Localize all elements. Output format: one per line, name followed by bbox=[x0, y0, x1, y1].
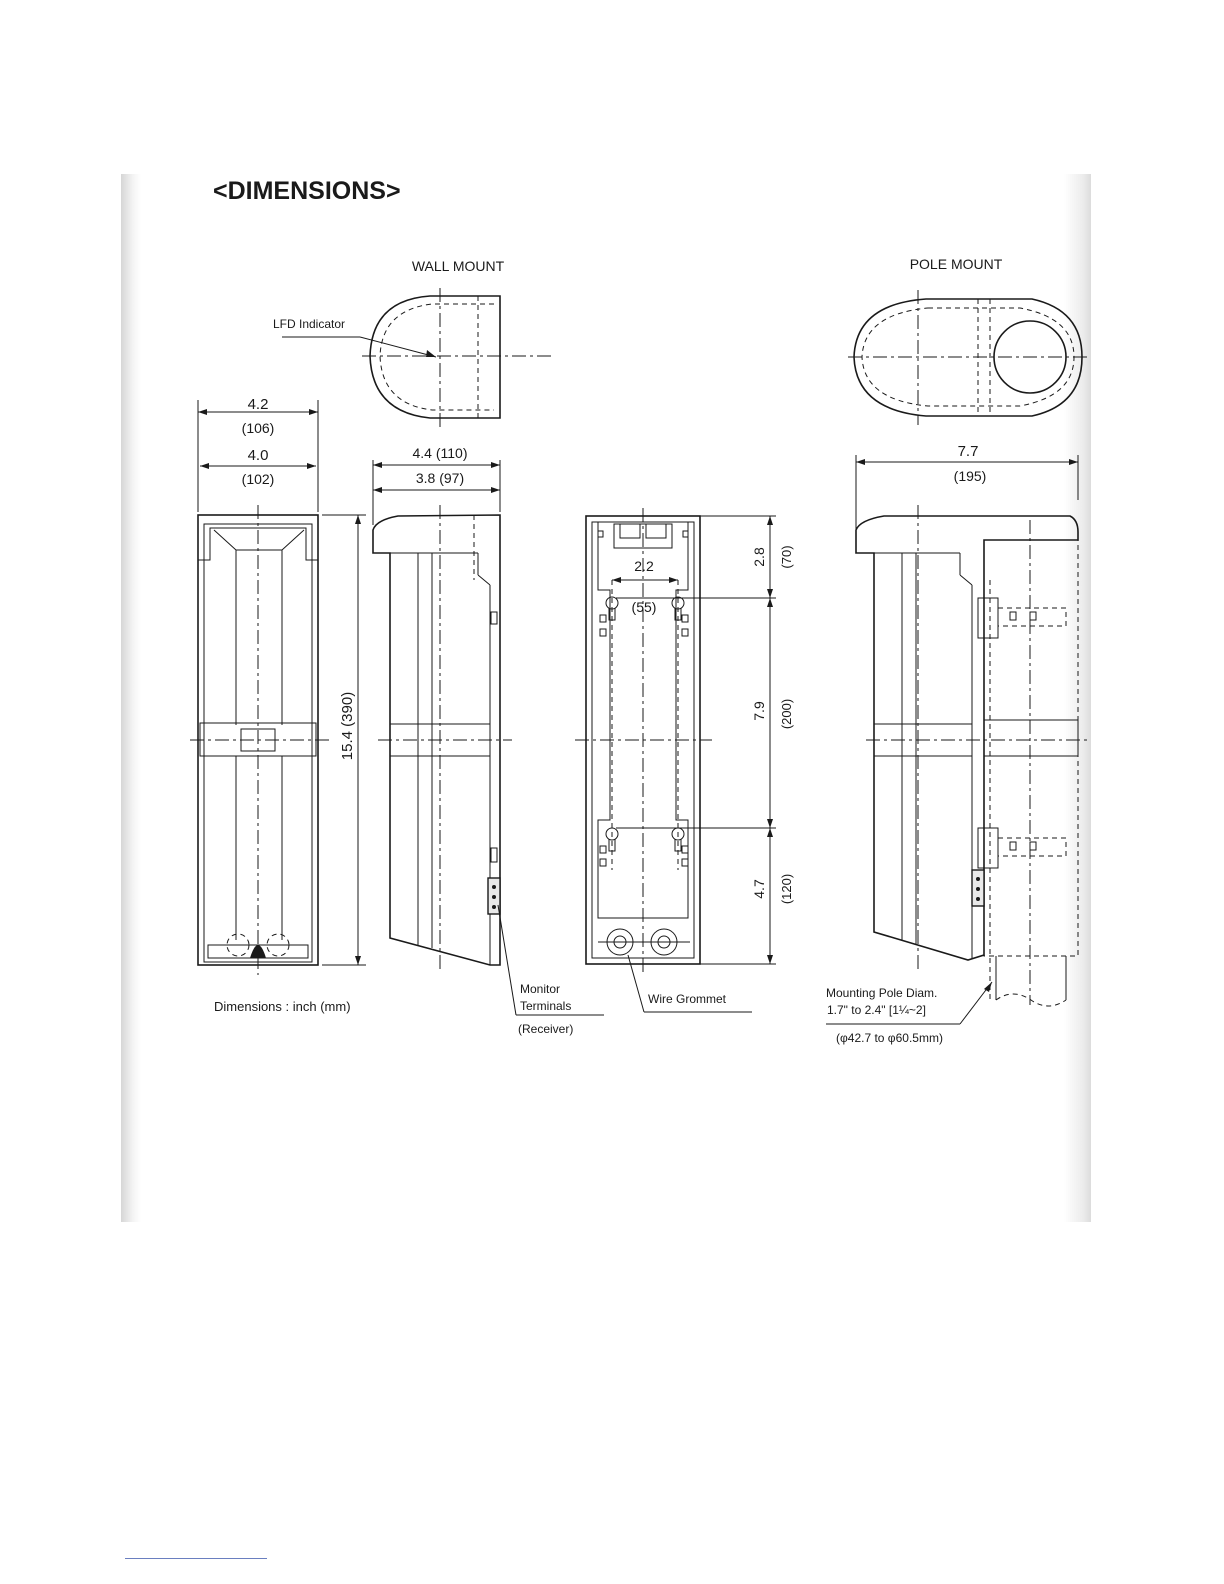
units-note: Dimensions : inch (mm) bbox=[214, 999, 351, 1014]
dim-middle-in: 7.9 bbox=[751, 701, 767, 721]
monitor-label-line2: Terminals bbox=[520, 999, 572, 1013]
footer-rule bbox=[125, 1558, 267, 1559]
page-title: <DIMENSIONS> bbox=[213, 177, 401, 205]
dim-front-outer-in: 4.2 bbox=[247, 396, 269, 413]
dim-hole-spacing-mm: (55) bbox=[631, 599, 657, 615]
pole-label-line1: Mounting Pole Diam. bbox=[826, 986, 938, 1000]
dim-top-in: 2.8 bbox=[751, 547, 767, 567]
led-indicator-label: LFD Indicator bbox=[273, 317, 346, 331]
pole-mount-heading: POLE MOUNT bbox=[909, 256, 1003, 272]
pole-label-line3: (φ42.7 to φ60.5mm) bbox=[836, 1031, 943, 1045]
dim-pole-width-mm: (195) bbox=[953, 468, 987, 484]
monitor-label-line3: (Receiver) bbox=[518, 1022, 574, 1036]
dim-front-inner-in: 4.0 bbox=[247, 447, 269, 464]
dim-hole-spacing-in: 2.2 bbox=[634, 558, 654, 574]
dim-pole-width-in: 7.7 bbox=[957, 443, 979, 460]
wall-mount-heading: WALL MOUNT bbox=[411, 258, 505, 274]
pole-mount-side-view bbox=[826, 505, 1090, 1024]
dim-top-mm: (70) bbox=[779, 545, 794, 569]
dim-height: 15.4 (390) bbox=[339, 691, 356, 761]
pole-label-line2: 1.7" to 2.4" [1¼~2] bbox=[827, 1003, 926, 1017]
dim-bottom-mm: (120) bbox=[779, 873, 794, 905]
dim-middle-mm: (200) bbox=[779, 698, 794, 730]
dim-front-outer-mm: (106) bbox=[241, 420, 275, 436]
wall-mount-top-view bbox=[282, 288, 555, 428]
side-view bbox=[373, 460, 604, 1015]
dim-bottom-in: 4.7 bbox=[751, 879, 767, 899]
pole-mount-top-view bbox=[848, 290, 1090, 530]
dim-front-inner-mm: (102) bbox=[241, 471, 275, 487]
wire-grommet-label: Wire Grommet bbox=[648, 992, 726, 1006]
monitor-label-line1: Monitor bbox=[520, 982, 561, 996]
dim-side-inner: 3.8 (97) bbox=[415, 470, 465, 486]
dim-side-outer: 4.4 (110) bbox=[412, 445, 468, 461]
back-plate-view bbox=[575, 508, 776, 1012]
